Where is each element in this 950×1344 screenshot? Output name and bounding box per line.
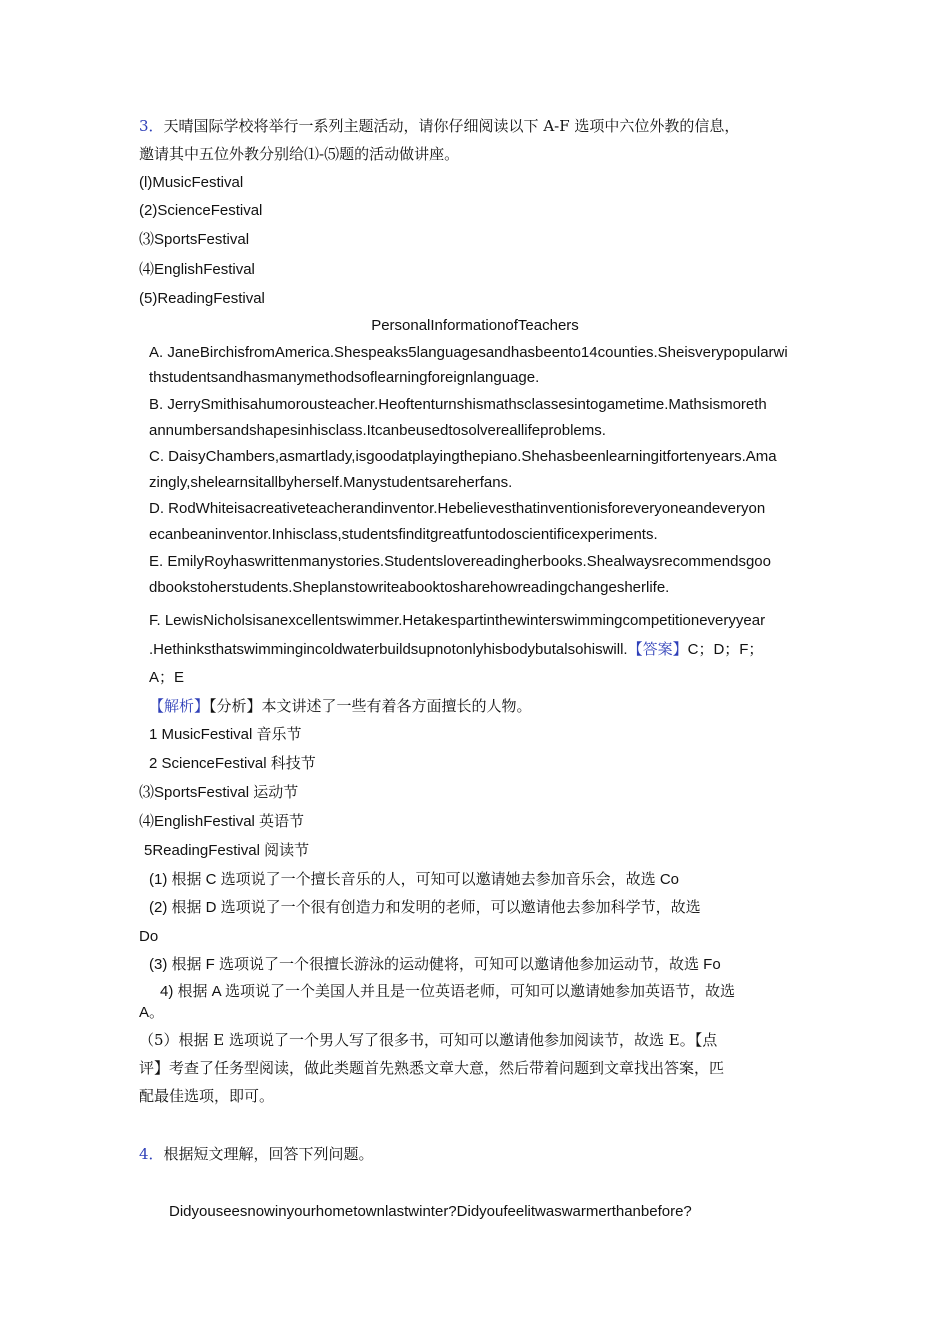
translation-2: 2 ScienceFestival 科技节 (149, 755, 316, 772)
option-f-line2: .Hethinksthatswimmingincoldwaterbuildsupnotonlyhisbodybutalsohiswill.【答案】C；D；F； (149, 640, 764, 658)
festival-item-5: (5)ReadingFestival (139, 290, 265, 307)
translation-5: 5ReadingFestival 阅读节 (144, 842, 310, 859)
answer-text: C；D；F； (687, 641, 764, 658)
explain-3: (3) 根据 F 选项说了一个很擅长游泳的运动健将，可知可以邀请他参加运动节，故选 Fo (149, 956, 721, 973)
answer-label: 【答案】 (627, 640, 688, 658)
festival-item-3: ⑶SportsFestival (139, 231, 250, 248)
translation-3: ⑶SportsFestival 运动节 (139, 784, 299, 801)
festival-item-2: (2)ScienceFestival (139, 202, 263, 219)
option-a-line1: A. JaneBirchisfromAmerica.Shespeaks5languagesandhasbeento14counties.Sheisverypopularwi (149, 344, 788, 361)
explain-4-cont: A。 (139, 1004, 165, 1021)
option-e-line1: E. EmilyRoyhaswrittenmanystories.Studentslovereadingherbooks.Shealwaysrecommendsgoo (149, 553, 771, 570)
explain-5: （5）根据 E 选项说了一个男人写了很多书，可知可以邀请他参加阅读节，故选 E。【点 (139, 1031, 718, 1049)
option-c-line1: C. DaisyChambers,asmartlady,isgoodatplayingthepiano.Shehasbeenlearningitfortenyears.Ama (149, 448, 777, 465)
option-f-line1: F. LewisNicholsisanexcellentswimmer.Hetakespartinthewinterswimmingcompetitioneveryyear (149, 612, 766, 629)
question-3-number: 3． (139, 117, 164, 135)
passage-line1: Didyouseesnowinyourhometownlastwinter?Didyoufeelitwaswarmerthanbefore? (169, 1203, 692, 1220)
analysis-label: 【解析】 (149, 697, 210, 715)
explain-4: 4) 根据 A 选项说了一个美国人并且是一位英语老师，可知可以邀请她参加英语节，故选 (160, 983, 736, 1000)
question-3-intro-line2: 邀请其中五位外教分别给⑴-⑸题的活动做讲座。 (139, 145, 460, 163)
answer-text-cont: A；E (149, 669, 185, 686)
option-d-line2: ecanbeaninventor.Inhisclass,studentsfinditgreatfuntodoscientificexperiments. (149, 526, 658, 543)
festival-item-4: ⑷EnglishFestival (139, 261, 255, 278)
explain-2: (2) 根据 D 选项说了一个很有创造力和发明的老师，可以邀请他去参加科学节，故选 (149, 899, 701, 916)
analysis-line: 【解析】【分析】本文讲述了一些有着各方面擅长的人物。 (149, 697, 532, 715)
option-b-line2: annumbersandshapesinhisclass.Itcanbeusedtosolvereallifeproblems. (149, 422, 606, 439)
question-4-number: 4． (139, 1145, 164, 1163)
explain-2-cont: Do (139, 928, 159, 945)
option-b-line1: B. JerrySmithisahumorousteacher.Heoftenturnshismathsclassesintogametime.Mathsismoreth (149, 396, 767, 413)
question-3-intro-line1: 3．天晴国际学校将举行一系列主题活动，请你仔细阅读以下 A-F 选项中六位外教的信息， (139, 117, 740, 135)
option-e-line2: dbookstoherstudents.Sheplanstowriteabooktosharehowreadingchangesherlife. (149, 579, 670, 596)
table-title: PersonalInformationofTeachers (371, 317, 579, 334)
option-d-line1: D. RodWhiteisacreativeteacherandinventor.Hebelievesthatinventionisforeveryoneandeveryon (149, 500, 766, 517)
comment-line3: 配最佳选项，即可。 (139, 1087, 275, 1105)
translation-4: ⑷EnglishFestival 英语节 (139, 813, 305, 830)
explain-1: (1) 根据 C 选项说了一个擅长音乐的人，可知可以邀请她去参加音乐会，故选 Co (149, 871, 680, 888)
translation-1: 1 MusicFestival 音乐节 (149, 726, 302, 743)
question-4-intro: 4．根据短文理解，回答下列问题。 (139, 1145, 374, 1163)
option-a-line2: thstudentsandhasmanymethodsoflearningforeignlanguage. (149, 369, 540, 386)
option-c-line2: zingly,shelearnsitallbyherself.Manystudentsareherfans. (149, 474, 513, 491)
comment-line2: 评】考查了任务型阅读，做此类题首先熟悉文章大意，然后带着问题到文章找出答案，匹 (139, 1059, 725, 1077)
festival-item-1: (l)MusicFestival (139, 174, 244, 191)
